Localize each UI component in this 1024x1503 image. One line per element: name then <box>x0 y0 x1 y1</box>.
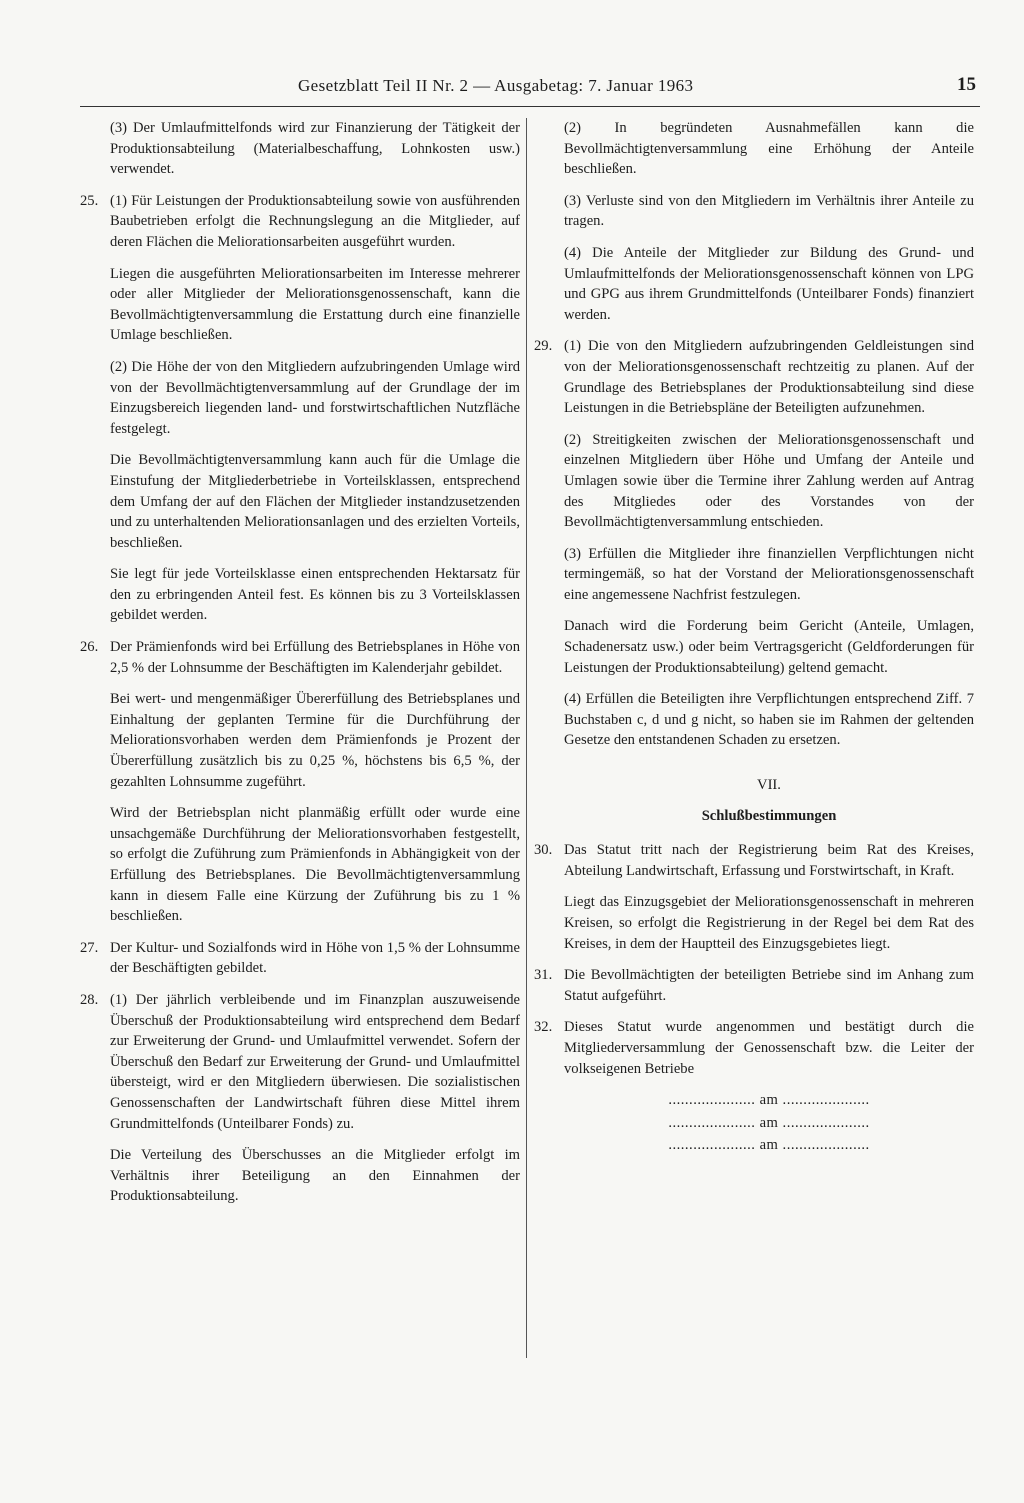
paragraph: Sie legt für jede Vorteilsklasse einen entsprechenden Hektarsatz für den zu erbringenden Anteil fest. Es können bis zu 3 Vorteilsklassen gebildet werden. <box>110 566 520 624</box>
paragraph: Der Kultur- und Sozialfonds wird in Höhe von 1,5 % der Lohnsumme der Beschäftigten gebildet. <box>110 939 520 977</box>
paragraph: (2) In begründeten Ausnahmefällen kann die Bevollmächtigtenversammlung eine Erhöhung der Anteile beschließen. <box>564 120 974 178</box>
right-column <box>534 118 974 1158</box>
paragraph: Bei wert- und mengenmäßiger Übererfüllung des Betriebsplanes und Einhaltung der geplanten Termine für die Durchführung der Meliorationsvorhaben werden dem Prämienfonds je Prozent der Übererfüllung zusätzlich bis zu 0,25 %, höchstens bis 6,5 %, der gezahlten Lohnsumme zugeführt. <box>110 691 520 790</box>
paragraph: Dieses Statut wurde angenommen und bestätigt durch die Mitgliederversammlung der Genossenschaft bzw. die Leiter der volkseigenen Betriebe <box>564 1019 974 1077</box>
section-number: 26. <box>80 639 99 656</box>
paragraph: Wird der Betriebsplan nicht planmäßig erfüllt oder wurde eine unsachgemäße Durchführung der Meliorationsvorhaben festgestellt, so erfolgt die Zuführung zum Prämienfonds in Abhängigkeit von der Erfüllung des Betriebsplanes. Die Bevollmächtigtenversammlung kann in diesem Falle eine Kürzung der Zuführung bis zu 1 % beschließen. <box>110 805 520 925</box>
section-number: 29. <box>534 338 553 355</box>
paragraph: Der Prämienfonds wird bei Erfüllung des Betriebsplanes in Höhe von 2,5 % der Lohnsumme der Beschäftigten im Kalenderjahr gebildet. <box>110 639 520 676</box>
paragraph: (3) Erfüllen die Mitglieder ihre finanziellen Verpflichtungen nicht termingemäß, so hat der Vorstand der Meliorationsgenossenschaft eine angemessene Nachfrist festzulegen. <box>564 545 974 603</box>
section-heading-number: VII. <box>757 777 781 794</box>
paragraph: (2) Streitigkeiten zwischen der Meliorationsgenossenschaft und einzelnen Mitgliedern über Höhe und Umfang der Anteile und Umlagen sowie über die Termine ihrer Zahlung werden auf Antrag des Mitgliedes oder des Vorstandes von der Bevollmächtigtenversammlung entschieden. <box>564 431 974 531</box>
paragraph: (4) Erfüllen die Beteiligten ihre Verpflichtungen entsprechend Ziff. 7 Buchstaben c, d und g nicht, so haben sie im Rahmen der geltenden Gesetze den entstandenen Schaden zu ersetzen. <box>564 691 974 749</box>
paragraph: Die Bevollmächtigten der beteiligten Betriebe sind im Anhang zum Statut aufgeführt. <box>564 967 974 1004</box>
section-28 <box>80 990 520 1134</box>
section-30 <box>534 840 974 881</box>
section-26 <box>80 637 520 678</box>
paragraph: Die Bevollmächtigtenversammlung kann auch für die Umlage die Einstufung der Mitgliederbetriebe in Vorteilsklassen, entsprechend dem Umfang der auf den Flächen der Mitglieder instandzusetzenden und zu unterhaltenden Meliorationsanlagen und des erzielten Vorteils, beschließen. <box>110 452 520 551</box>
signature-line: ..................... am ..................... <box>668 1092 870 1109</box>
paragraph: (3) Der Umlaufmittelfonds wird zur Finanzierung der Tätigkeit der Produktionsabteilung (Materialbeschaffung, Lohnkosten usw.) verwendet. <box>110 120 520 178</box>
section-32 <box>534 1017 974 1079</box>
page-header <box>80 72 980 107</box>
section-number: 31. <box>534 967 553 984</box>
signature-line: ..................... am ..................... <box>668 1114 870 1131</box>
left-column <box>80 118 520 1218</box>
paragraph: Die Verteilung des Überschusses an die Mitglieder erfolgt im Verhältnis ihrer Beteiligung an den Einnahmen der Produktionsabteilung. <box>110 1147 520 1205</box>
paragraph: (1) Für Leistungen der Produktionsabteilung sowie von ausführenden Baubetrieben erfolgt die Rechnungslegung an die Mitglieder, auf deren Flächen die Meliorationsarbeiten ausgeführt wurden. <box>110 192 520 250</box>
section-25 <box>80 191 520 253</box>
section-number: 30. <box>534 842 553 859</box>
paragraph: (4) Die Anteile der Mitglieder zur Bildung des Grund- und Umlaufmittelfonds der Meliorationsgenossenschaft können von LPG und GPG aus ihrem Grundmittelfonds (Unteilbarer Fonds) finanziert werden. <box>564 244 974 323</box>
section-heading-title: Schlußbestimmungen <box>701 807 837 824</box>
section-27 <box>80 938 520 979</box>
section-number: 32. <box>534 1019 553 1036</box>
paragraph: (1) Die von den Mitgliedern aufzubringenden Geldleistungen sind von der Meliorationsgenossenschaft rechtzeitig zu planen. Auf der Grundlage des Betriebsplanes der Produktionsabteilung sind diese Leistungen in die Betriebspläne der Beteiligten aufzunehmen. <box>564 338 974 417</box>
section-number: 27. <box>80 939 99 956</box>
section-number: 28. <box>80 991 99 1008</box>
header-title: Gesetzblatt Teil II Nr. 2 — Ausgabetag: 7. Januar 1963 <box>298 76 694 95</box>
section-31 <box>534 965 974 1006</box>
section-29 <box>534 336 974 418</box>
paragraph: Liegen die ausgeführten Meliorationsarbeiten im Interesse mehrerer oder aller Mitglieder der Meliorationsgenossenschaft, kann die Bevollmächtigtenversammlung die Erstattung durch eine finanzielle Umlage beschließen. <box>110 265 520 344</box>
paragraph: Danach wird die Forderung beim Gericht (Anteile, Umlagen, Schadenersatz usw.) oder beim Vertragsgericht (Geldforderungen für Leistungen der Produktionsabteilung) geltend gemacht. <box>564 618 974 676</box>
paragraph: Das Statut tritt nach der Registrierung beim Rat des Kreises, Abteilung Landwirtschaft, Erfassung und Forstwirtschaft, in Kraft. <box>564 842 974 879</box>
signature-line: ..................... am ..................... <box>668 1137 870 1154</box>
paragraph: Liegt das Einzugsgebiet der Meliorationsgenossenschaft in mehreren Kreisen, so erfolgt die Registrierung in der Regel bei dem Rat des Kreises, in dem der Hauptteil des Einzugsgebietes liegt. <box>564 894 974 952</box>
column-divider <box>526 118 527 1358</box>
paragraph: (3) Verluste sind von den Mitgliedern im Verhältnis ihrer Anteile zu tragen. <box>564 192 974 230</box>
paragraph: (2) Die Höhe der von den Mitgliedern aufzubringenden Umlage wird von der Bevollmächtigtenversammlung auf der Grundlage der im Einzugsbereich liegenden land- und forstwirtschaftlichen Nutzfläche festgelegt. <box>110 358 520 437</box>
section-number: 25. <box>80 192 99 209</box>
page-number: 15 <box>957 74 976 95</box>
paragraph: (1) Der jährlich verbleibende und im Finanzplan auszuweisende Überschuß der Produktionsabteilung wird entsprechend dem Bedarf zur Erweiterung der Grund- und Umlaufmittel verwendet. Sofern der Überschuß den Bedarf zur Erweiterung der Grund- und Umlaufmittel übersteigt, wird er den Mitgliedern überwiesen. Die sozialistischen Genossenschaften der Landwirtschaft führen diese Mittel ihrem Grundmittelfonds (Unteilbarer Fonds) zu. <box>110 991 520 1132</box>
